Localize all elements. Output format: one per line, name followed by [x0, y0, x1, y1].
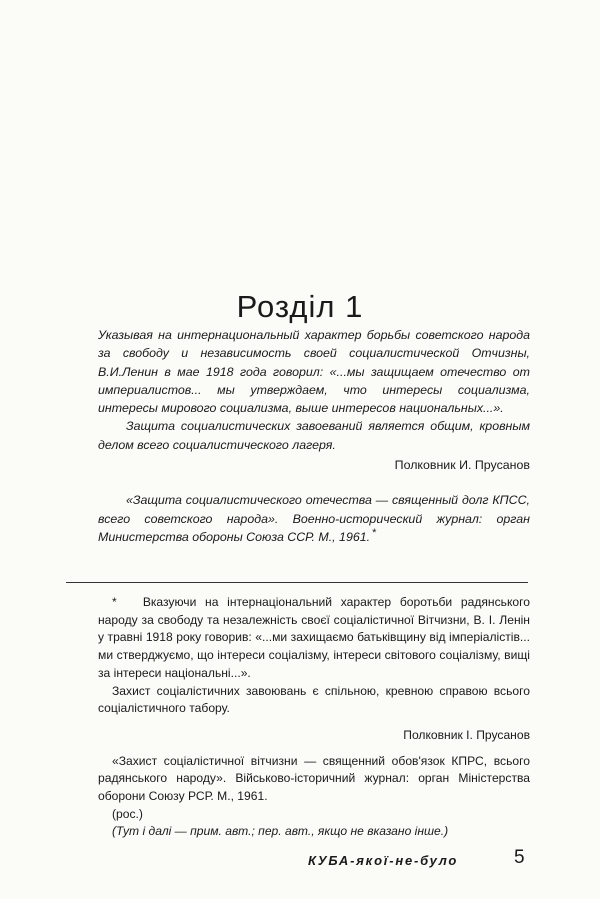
epigraph-quote-text: «Защита социалистического отечества — священный долг КПСС, всего советского народа». Военно-исторический журнал: орган Министерства обороны Союза ССР. М., 1961.	[98, 493, 530, 544]
footnote-paragraph-1-text: Вказуючи на інтернаціональний характер боротьби радянського народу за свободу та незалежність своєї соціалістичної Вітчизни, В. І. Ленін у травні 1918 року говорив: «...ми захищаємо батьківщину від імперіалістів... ми стверджуємо, що інтереси соціалізму, інтереси світового соціалізму, вищі за інтереси національні...».	[98, 595, 530, 680]
epigraph-quote	[98, 491, 530, 546]
page-number: 5	[514, 847, 525, 868]
footnote-quote: «Захист соціалістичної вітчизни — священний обов'язок КПРС, всього радянського народу». Військово-історичний журнал: орган Міністерства оборони Союзу РСР. М., 1961.	[98, 753, 530, 804]
running-footer-title: КУБА-якої-не-було	[308, 853, 459, 868]
footnote-separator	[66, 582, 528, 583]
footnote-language-note: (рос.)	[112, 806, 143, 821]
footnote-editorial-note: (Тут і далі — прим. авт.; пер. авт., якщо не вказано інше.)	[112, 824, 449, 839]
footnote-marker: *	[112, 595, 117, 609]
footnote-reference-marker: *	[372, 526, 377, 539]
epigraph-signature: Полковник И. Прусанов	[394, 458, 530, 473]
epigraph-paragraph-2: Защита социалистических завоеваний является общим, кровным делом всего социалистического лагеря.	[98, 419, 530, 452]
footnote	[98, 594, 530, 841]
chapter-title: Розділ 1	[236, 288, 364, 324]
footnote-signature: Полковник І. Прусанов	[403, 727, 530, 742]
footnote-paragraph-2: Захист соціалістичних завоювань є спільною, кревною справою всього соціалістичного табору.	[98, 683, 530, 716]
epigraph-paragraph-1: Указывая на интернациональный характер борьбы советского народа за свободу и независимость своей социалистической Отчизны, В.И.Ленин в мае 1918 года говорил: «...мы защищаем отечество от империалистов... мы утверждаем, что интересы социализма, интересы мирового социализма, выше интересов национальных...».	[98, 328, 530, 416]
footnote-paragraph-1	[98, 594, 530, 683]
epigraph	[98, 326, 530, 546]
